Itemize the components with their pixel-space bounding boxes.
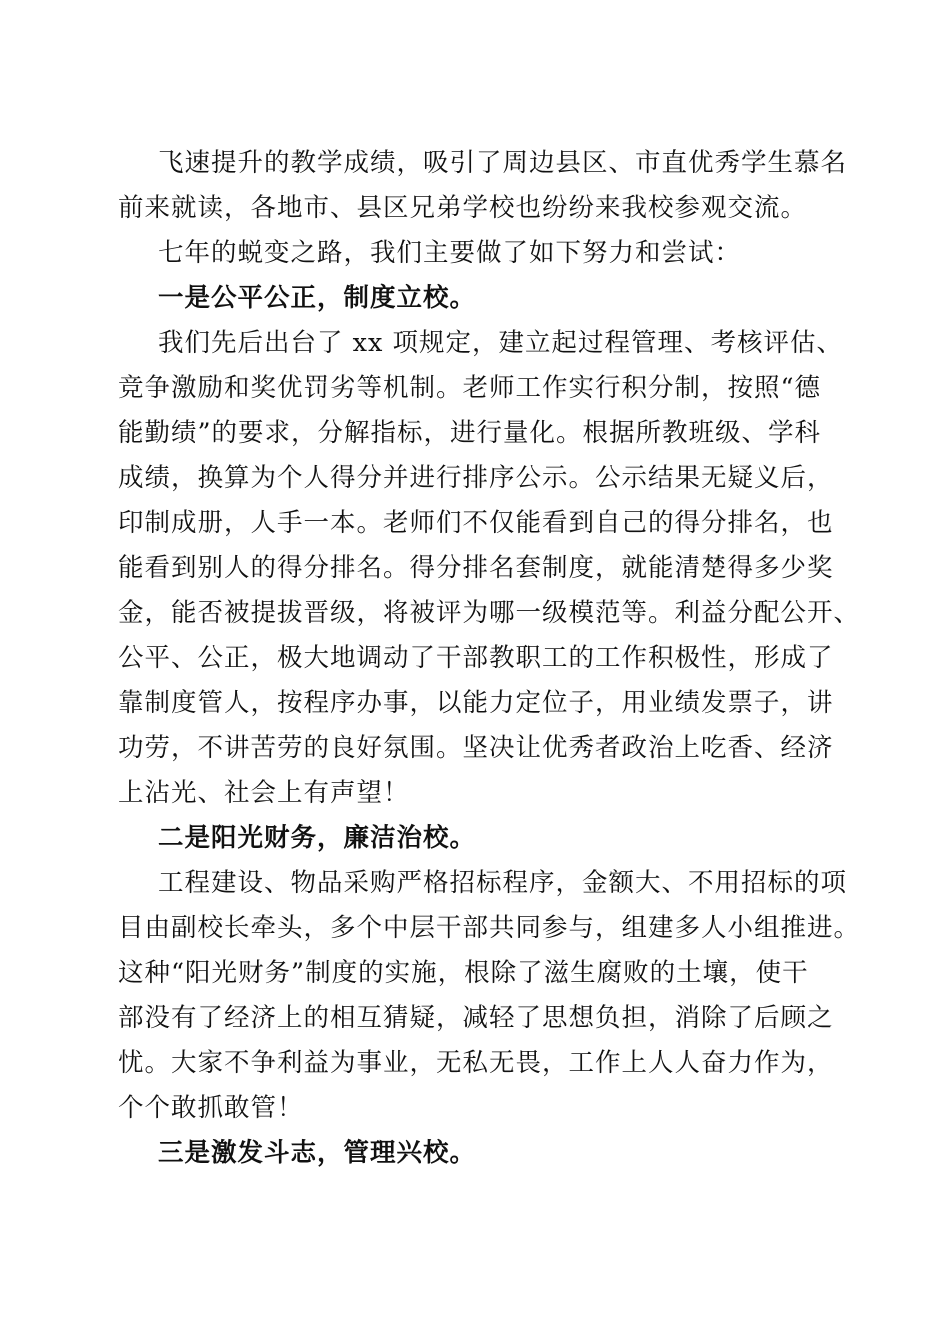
paragraph-line: 个个敢抓敢管！ <box>118 1093 304 1123</box>
paragraph-line: 目由副校长牵头，多个中层干部共同参与，组建多人小组推进。 <box>118 913 861 943</box>
paragraph-line: 这种“阳光财务”制度的实施，根除了滋生腐败的土壤，使干 <box>118 958 809 988</box>
paragraph-line: 能勤绩”的要求，分解指标，进行量化。根据所教班级、学科 <box>118 418 822 448</box>
paragraph-line: 前来就读，各地市、县区兄弟学校也纷纷来我校参观交流。 <box>118 193 808 223</box>
paragraph-line: 上沾光、社会上有声望！ <box>118 778 410 808</box>
paragraph-line: 能看到别人的得分排名。得分排名套制度，就能清楚得多少奖 <box>118 553 834 583</box>
paragraph-line: 金，能否被提拔晋级，将被评为哪一级模范等。利益分配公开、 <box>118 598 861 628</box>
paragraph-line: 靠制度管人，按程序办事，以能力定位子，用业绩发票子，讲 <box>118 688 834 718</box>
paragraph-line: 公平、公正，极大地调动了干部教职工的工作积极性，形成了 <box>118 643 834 673</box>
paragraph-line: 部没有了经济上的相互猜疑，减轻了思想负担，消除了后顾之 <box>118 1003 834 1033</box>
section-heading-3: 三是激发斗志，管理兴校。 <box>158 1138 477 1168</box>
paragraph-line: 飞速提升的教学成绩，吸引了周边县区、市直优秀学生慕名 <box>158 148 848 178</box>
section-heading-1: 一是公平公正，制度立校。 <box>158 283 477 313</box>
paragraph-line: 印制成册，人手一本。老师们不仅能看到自己的得分排名，也 <box>118 508 834 538</box>
paragraph-line: 竞争激励和奖优罚劣等机制。老师工作实行积分制，按照“德 <box>118 373 822 403</box>
paragraph-line: 功劳，不讲苦劳的良好氛围。坚决让优秀者政治上吃香、经济 <box>118 733 834 763</box>
paragraph-line: 成绩，换算为个人得分并进行排序公示。公示结果无疑义后， <box>118 463 834 493</box>
paragraph-line: 忧。大家不争利益为事业，无私无畏，工作上人人奋力作为， <box>118 1048 834 1078</box>
paragraph-line: 七年的蜕变之路，我们主要做了如下努力和尝试： <box>158 238 742 268</box>
paragraph-line: 我们先后出台了 xx 项规定，建立起过程管理、考核评估、 <box>158 328 843 358</box>
paragraph-line: 工程建设、物品采购严格招标程序，金额大、不用招标的项 <box>158 868 848 898</box>
section-heading-2: 二是阳光财务，廉洁治校。 <box>158 823 477 853</box>
